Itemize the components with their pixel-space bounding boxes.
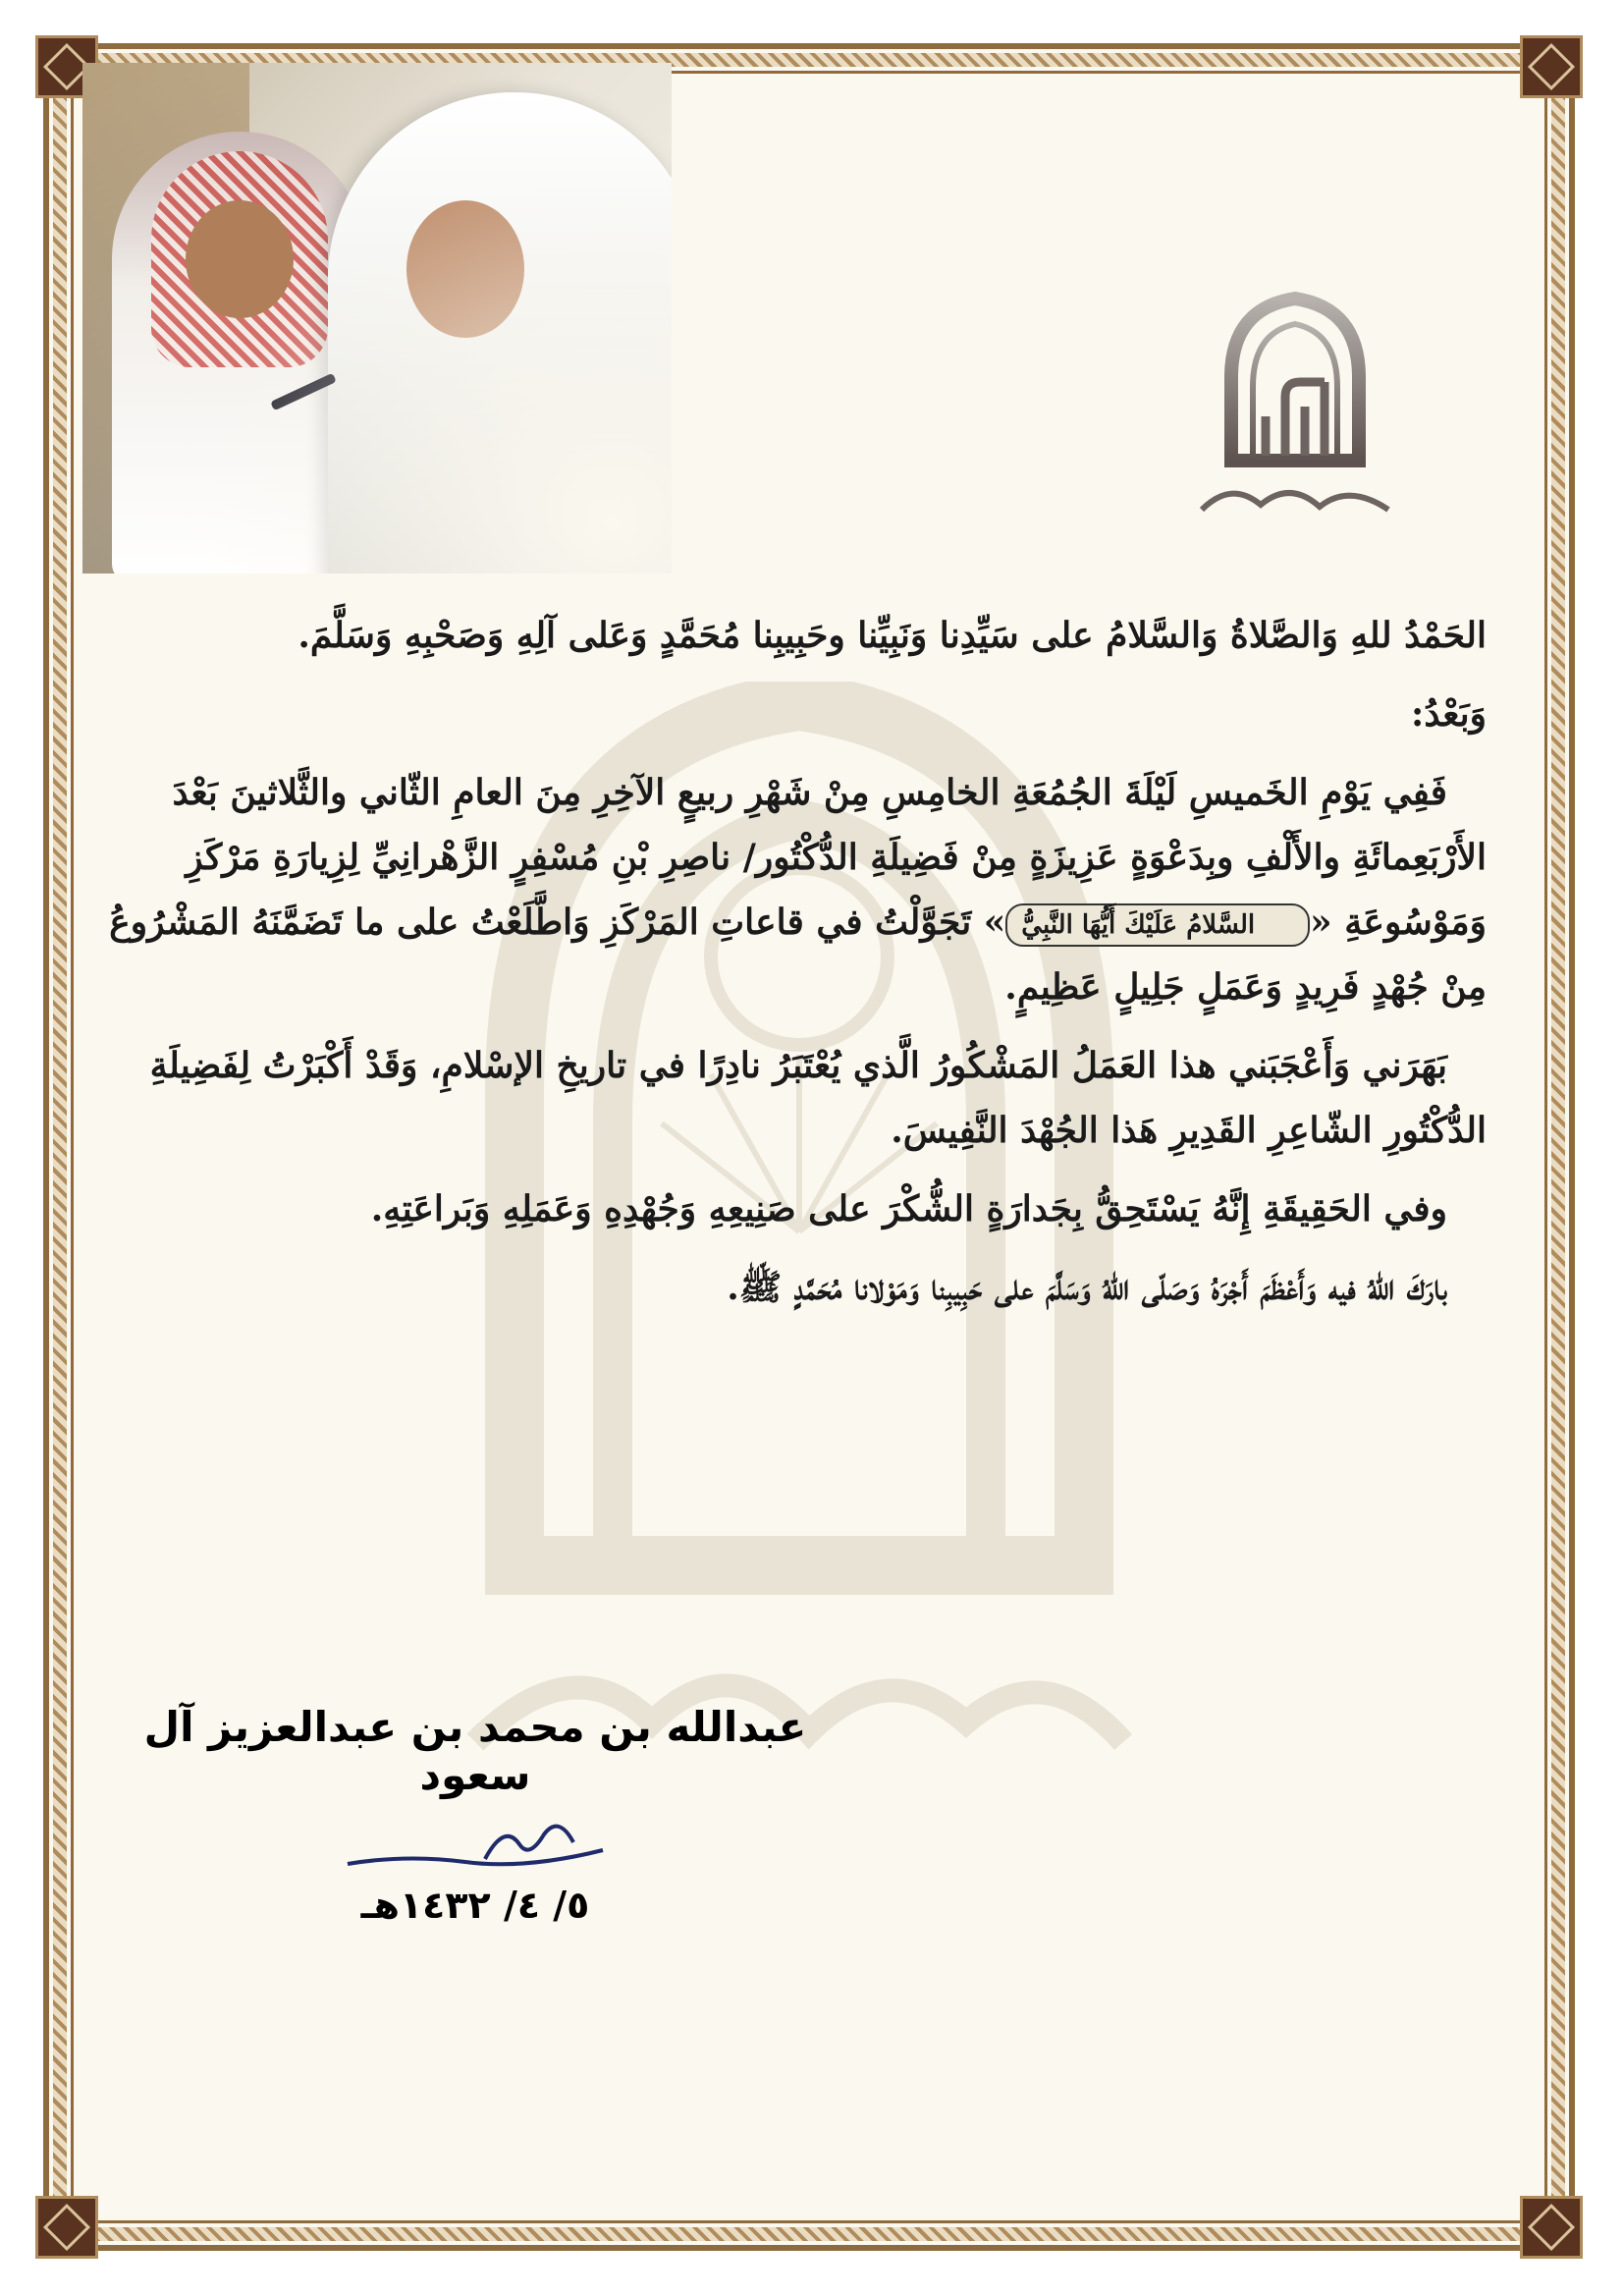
letter-paragraph: وفي الحَقِيقَةِ إِنَّهُ يَسْتَحِقُّ بِجَدارَةٍ الشُّكْرَ على صَنِيعِهِ وَجُهْدِهِ وَعَمَلِهِ وَبَراعَتِهِ. [370,1188,1447,1230]
signature-block [141,1703,809,1927]
photo-image [82,63,672,574]
corner-ornament-icon [1520,2196,1583,2259]
letter-page [43,43,1575,2251]
letter-paragraph: بارَكَ اللهُ فيه وَأَعْظَمَ أَجْرَهُ وَصَلّى اللهُ وَسَلَّمَ على حَبِيبِنا وَمَوْلانا مُحَمَّدٍ ﷺ. [727,1267,1447,1308]
center-logo [1192,289,1398,524]
signature-date: ٥/ ٤/ ١٤٣٢هـ [360,1884,590,1927]
corner-ornament-icon [1520,35,1583,98]
letter-paragraph [102,760,1487,1019]
inline-seal: السَّلامُ عَلَيْكَ أَيُّهَا النَّبِيُّ [1005,903,1310,947]
corner-ornament-icon [35,2196,98,2259]
letter-paragraph: وَبَعْدُ: [1411,693,1487,735]
letter-body [102,603,1487,1334]
letter-paragraph: الحَمْدُ للهِ وَالصَّلاةُ وَالسَّلامُ على سَيِّدِنا وَنَبِيِّنا وحَبِيبِنا مُحَمَّدٍ وَعَلى آلِهِ وَصَحْبِهِ وَسَلَّمَ. [298,615,1487,656]
letter-text: » تَجَوَّلْتُ في قاعاتِ المَرْكَزِ وَاطَّلَعْتُ على ما تَضَمَّنَهُ المَشْرُوعُ مِنْ جُهْدٍ فَرِيدٍ وَعَمَلٍ جَلِيلٍ عَظِيمٍ. [109,902,1487,1008]
handwritten-signature [338,1805,613,1884]
letter-paragraph: بَهَرَني وَأَعْجَبَني هذا العَمَلُ المَشْكُورُ الَّذي يُعْتَبَرُ نادِرًا في تاريخِ الإسْلامِ، وَقَدْ أَكْبَرْتُ لِفَضِيلَةِ الدُّكْتُورِ الشّاعِرِ القَدِيرِ هَذا الجُهْدَ النَّفِيسَ. [149,1045,1487,1151]
signer-name: عبدالله بن محمد بن عبدالعزيز آل سعود [143,1703,807,1799]
letter-text: فَفِي يَوْمِ الخَميسِ لَيْلَةَ الجُمُعَةِ الخامِسِ مِنْ شَهْرِ ربيعٍ الآخِرِ مِنَ العامِ الثّاني والثَّلاثينَ بَعْدَ الأَرْبَعِمائَةِ والأَلْفِ وبِدَعْوَةٍ عَزِيزَةٍ مِنْ فَضِيلَةِ الدُّكْتُور/ ناصِرِ بْنِ مُسْفِرٍ الزَّهْرانِيِّ لِزِيارَةِ مَرْكَزِ وَمَوْسُوعَةِ « [172,772,1487,943]
